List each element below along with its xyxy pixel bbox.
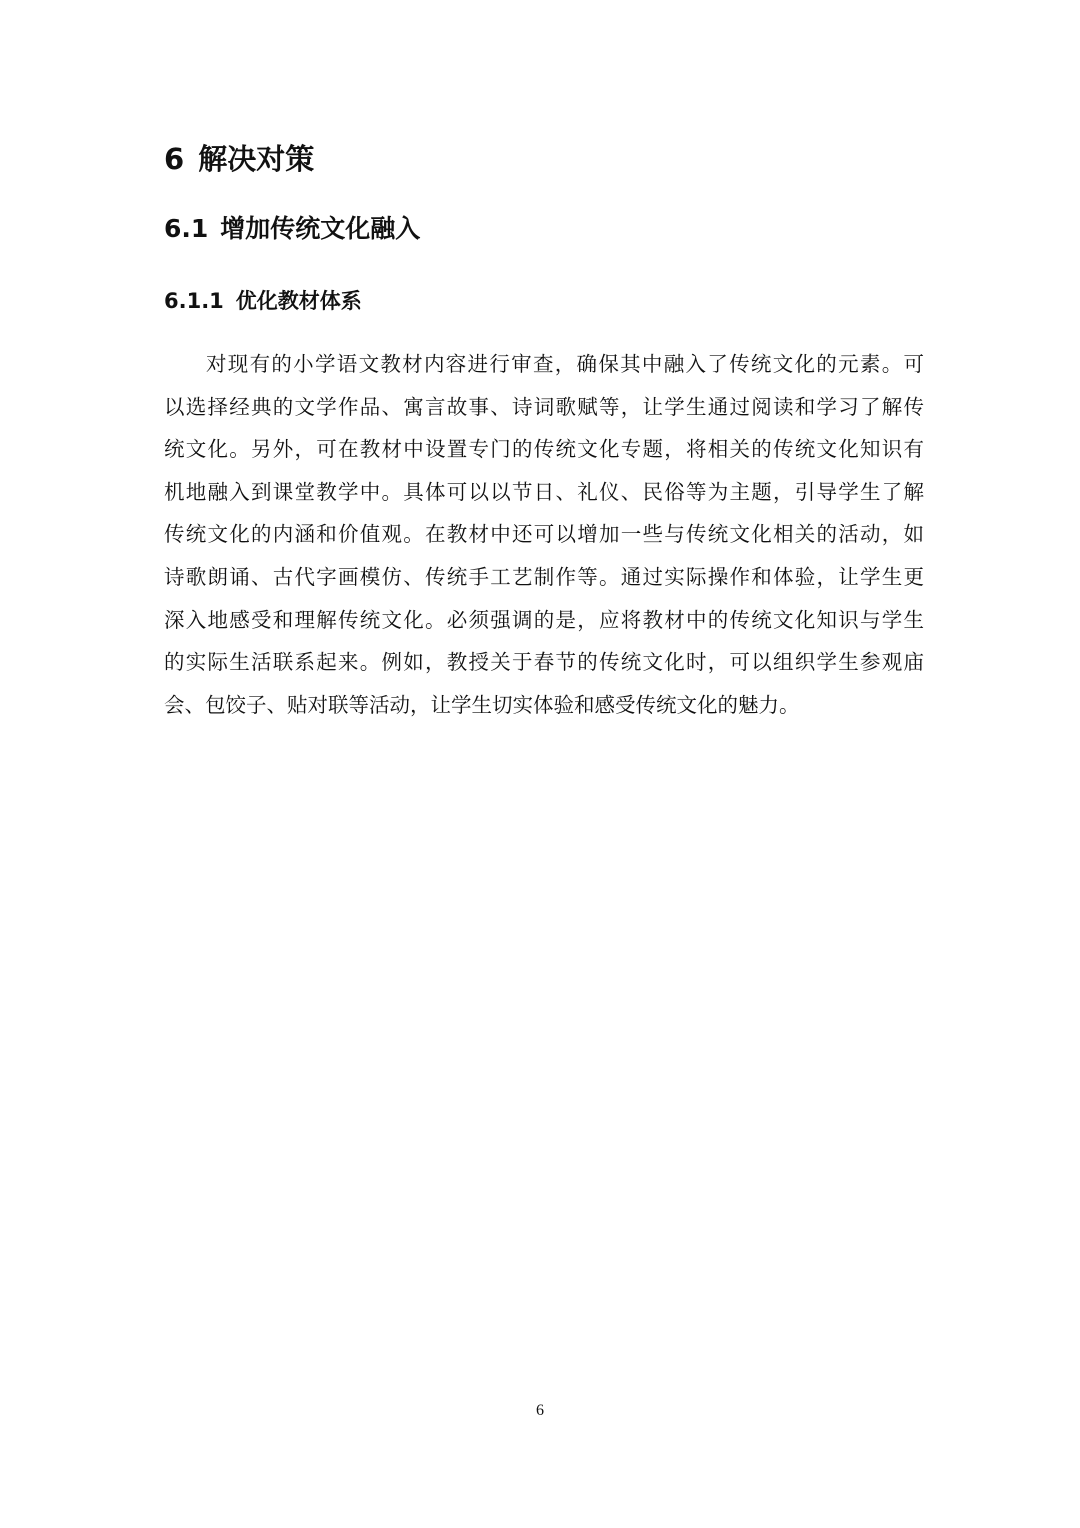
chapter-number: 6 [164, 142, 185, 176]
paragraph-line: 诗歌朗诵、古代字画模仿、传统手工艺制作等。通过实际操作和体验，让学生更 [164, 564, 924, 589]
paragraph-line: 对现有的小学语文教材内容进行审查，确保其中融入了传统文化的元素。可 [206, 352, 924, 376]
subsection-heading [164, 281, 924, 321]
chapter-heading [164, 136, 924, 182]
chapter-title: 解决对策 [198, 142, 315, 176]
paragraph-line: 机地融入到课堂教学中。具体可以以节日、礼仪、民俗等为主题，引导学生了解 [164, 479, 924, 504]
paragraph-line: 深入地感受和理解传统文化。必须强调的是，应将教材中的传统文化知识与学生 [164, 607, 924, 632]
page-number: 6 [536, 1402, 544, 1419]
body-paragraph [164, 343, 924, 726]
paragraph-line: 的实际生活联系起来。例如，教授关于春节的传统文化时，可以组织学生参观庙 [164, 650, 924, 675]
section-title: 增加传统文化融入 [220, 214, 421, 243]
section-number: 6.1 [164, 214, 209, 243]
subsection-number: 6.1.1 [164, 289, 224, 313]
paragraph-line: 会、包饺子、贴对联等活动，让学生切实体验和感受传统文化的魅力。 [164, 692, 800, 717]
paragraph-line: 传统文化的内涵和价值观。在教材中还可以增加一些与传统文化相关的活动，如 [164, 522, 924, 547]
paragraph-line: 统文化。另外，可在教材中设置专门的传统文化专题，将相关的传统文化知识有 [164, 437, 924, 462]
paragraph-line: 以选择经典的文学作品、寓言故事、诗词歌赋等，让学生通过阅读和学习了解传 [164, 394, 924, 419]
subsection-title: 优化教材体系 [235, 289, 362, 313]
section-heading [164, 208, 924, 250]
